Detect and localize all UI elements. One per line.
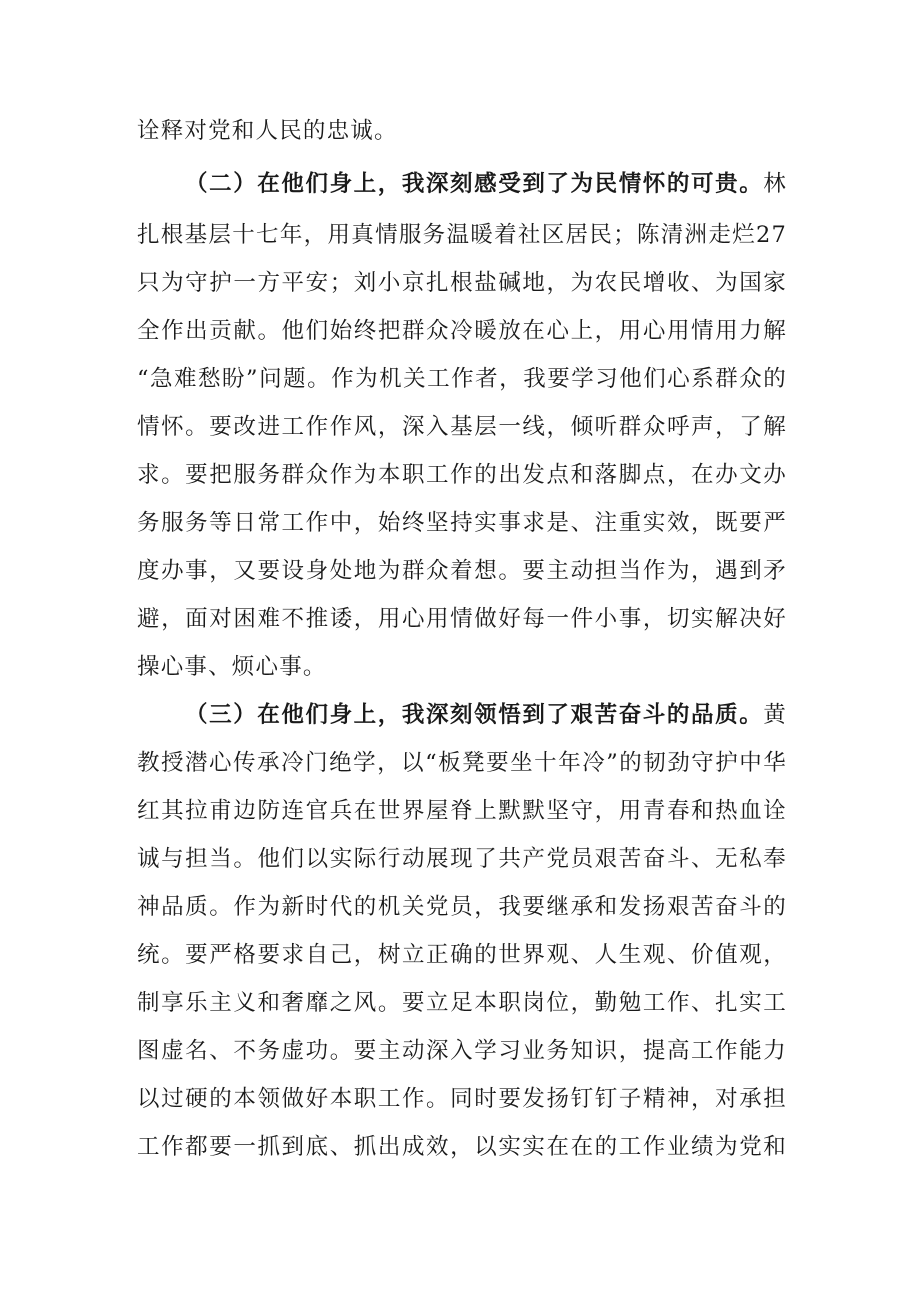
paragraph-line: 工作都要一抓到底、抓出成效，以实实在在的工作业绩为党和 xyxy=(137,1134,787,1160)
paragraph-line: 求。要把服务群众作为本职工作的出发点和落脚点，在办文办 xyxy=(137,462,787,488)
paragraph-line: 以过硬的本领做好本职工作。同时要发扬钉钉子精神，对承担 xyxy=(137,1086,787,1112)
paragraph-line: 红其拉甫边防连官兵在世界屋脊上默默坚守，用青春和热血诠 xyxy=(137,798,787,824)
paragraph-line: 只为守护一方平安；刘小京扎根盐碱地，为农民增收、为国家 xyxy=(137,270,787,296)
paragraph-line: 全作出贡献。他们始终把群众冷暖放在心上，用心用情用力解 xyxy=(137,318,787,344)
paragraph-line: 诚与担当。他们以实际行动展现了共产党员艰苦奋斗、无私奉 xyxy=(137,846,787,872)
paragraph-line: 图虚名、不务虚功。要主动深入学习业务知识，提高工作能力 xyxy=(137,1038,787,1064)
paragraph-text: 黄 xyxy=(763,702,787,728)
paragraph-line: 务服务等日常工作中，始终坚持实事求是、注重实效，既要严 xyxy=(137,510,787,536)
paragraph-line: 统。要严格要求自己，树立正确的世界观、人生观、价值观， xyxy=(137,942,787,968)
paragraph-line: 教授潜心传承冷门绝学，以“板凳要坐十年冷”的韧劲守护中华 xyxy=(137,750,787,776)
section-heading: （二）在他们身上，我深刻感受到了为民情怀的可贵。 xyxy=(185,171,764,197)
paragraph-line: 诠释对党和人民的忠诚。 xyxy=(137,118,398,144)
paragraph-line: 操心事、烦心事。 xyxy=(137,654,327,680)
paragraph-text: 林 xyxy=(763,171,787,197)
paragraph-line: “急难愁盼”问题。作为机关工作者，我要学习他们心系群众的 xyxy=(137,366,787,392)
paragraph-heading-line xyxy=(185,167,787,201)
paragraph-line: 扎根基层十七年，用真情服务温暖着社区居民；陈清洲走烂27 xyxy=(137,222,787,248)
paragraph-line: 避，面对困难不推诿，用心用情做好每一件小事，切实解决好 xyxy=(137,606,787,632)
paragraph-line: 度办事，又要设身处地为群众着想。要主动担当作为，遇到矛 xyxy=(137,558,787,584)
paragraph-heading-line xyxy=(185,698,787,732)
paragraph-line: 神品质。作为新时代的机关党员，我要继承和发扬艰苦奋斗的 xyxy=(137,894,787,920)
paragraph-line: 情怀。要改进工作作风，深入基层一线，倾听群众呼声，了解 xyxy=(137,414,787,440)
paragraph-line: 制享乐主义和奢靡之风。要立足本职岗位，勤勉工作、扎实工 xyxy=(137,990,787,1016)
section-heading: （三）在他们身上，我深刻领悟到了艰苦奋斗的品质。 xyxy=(185,702,764,728)
